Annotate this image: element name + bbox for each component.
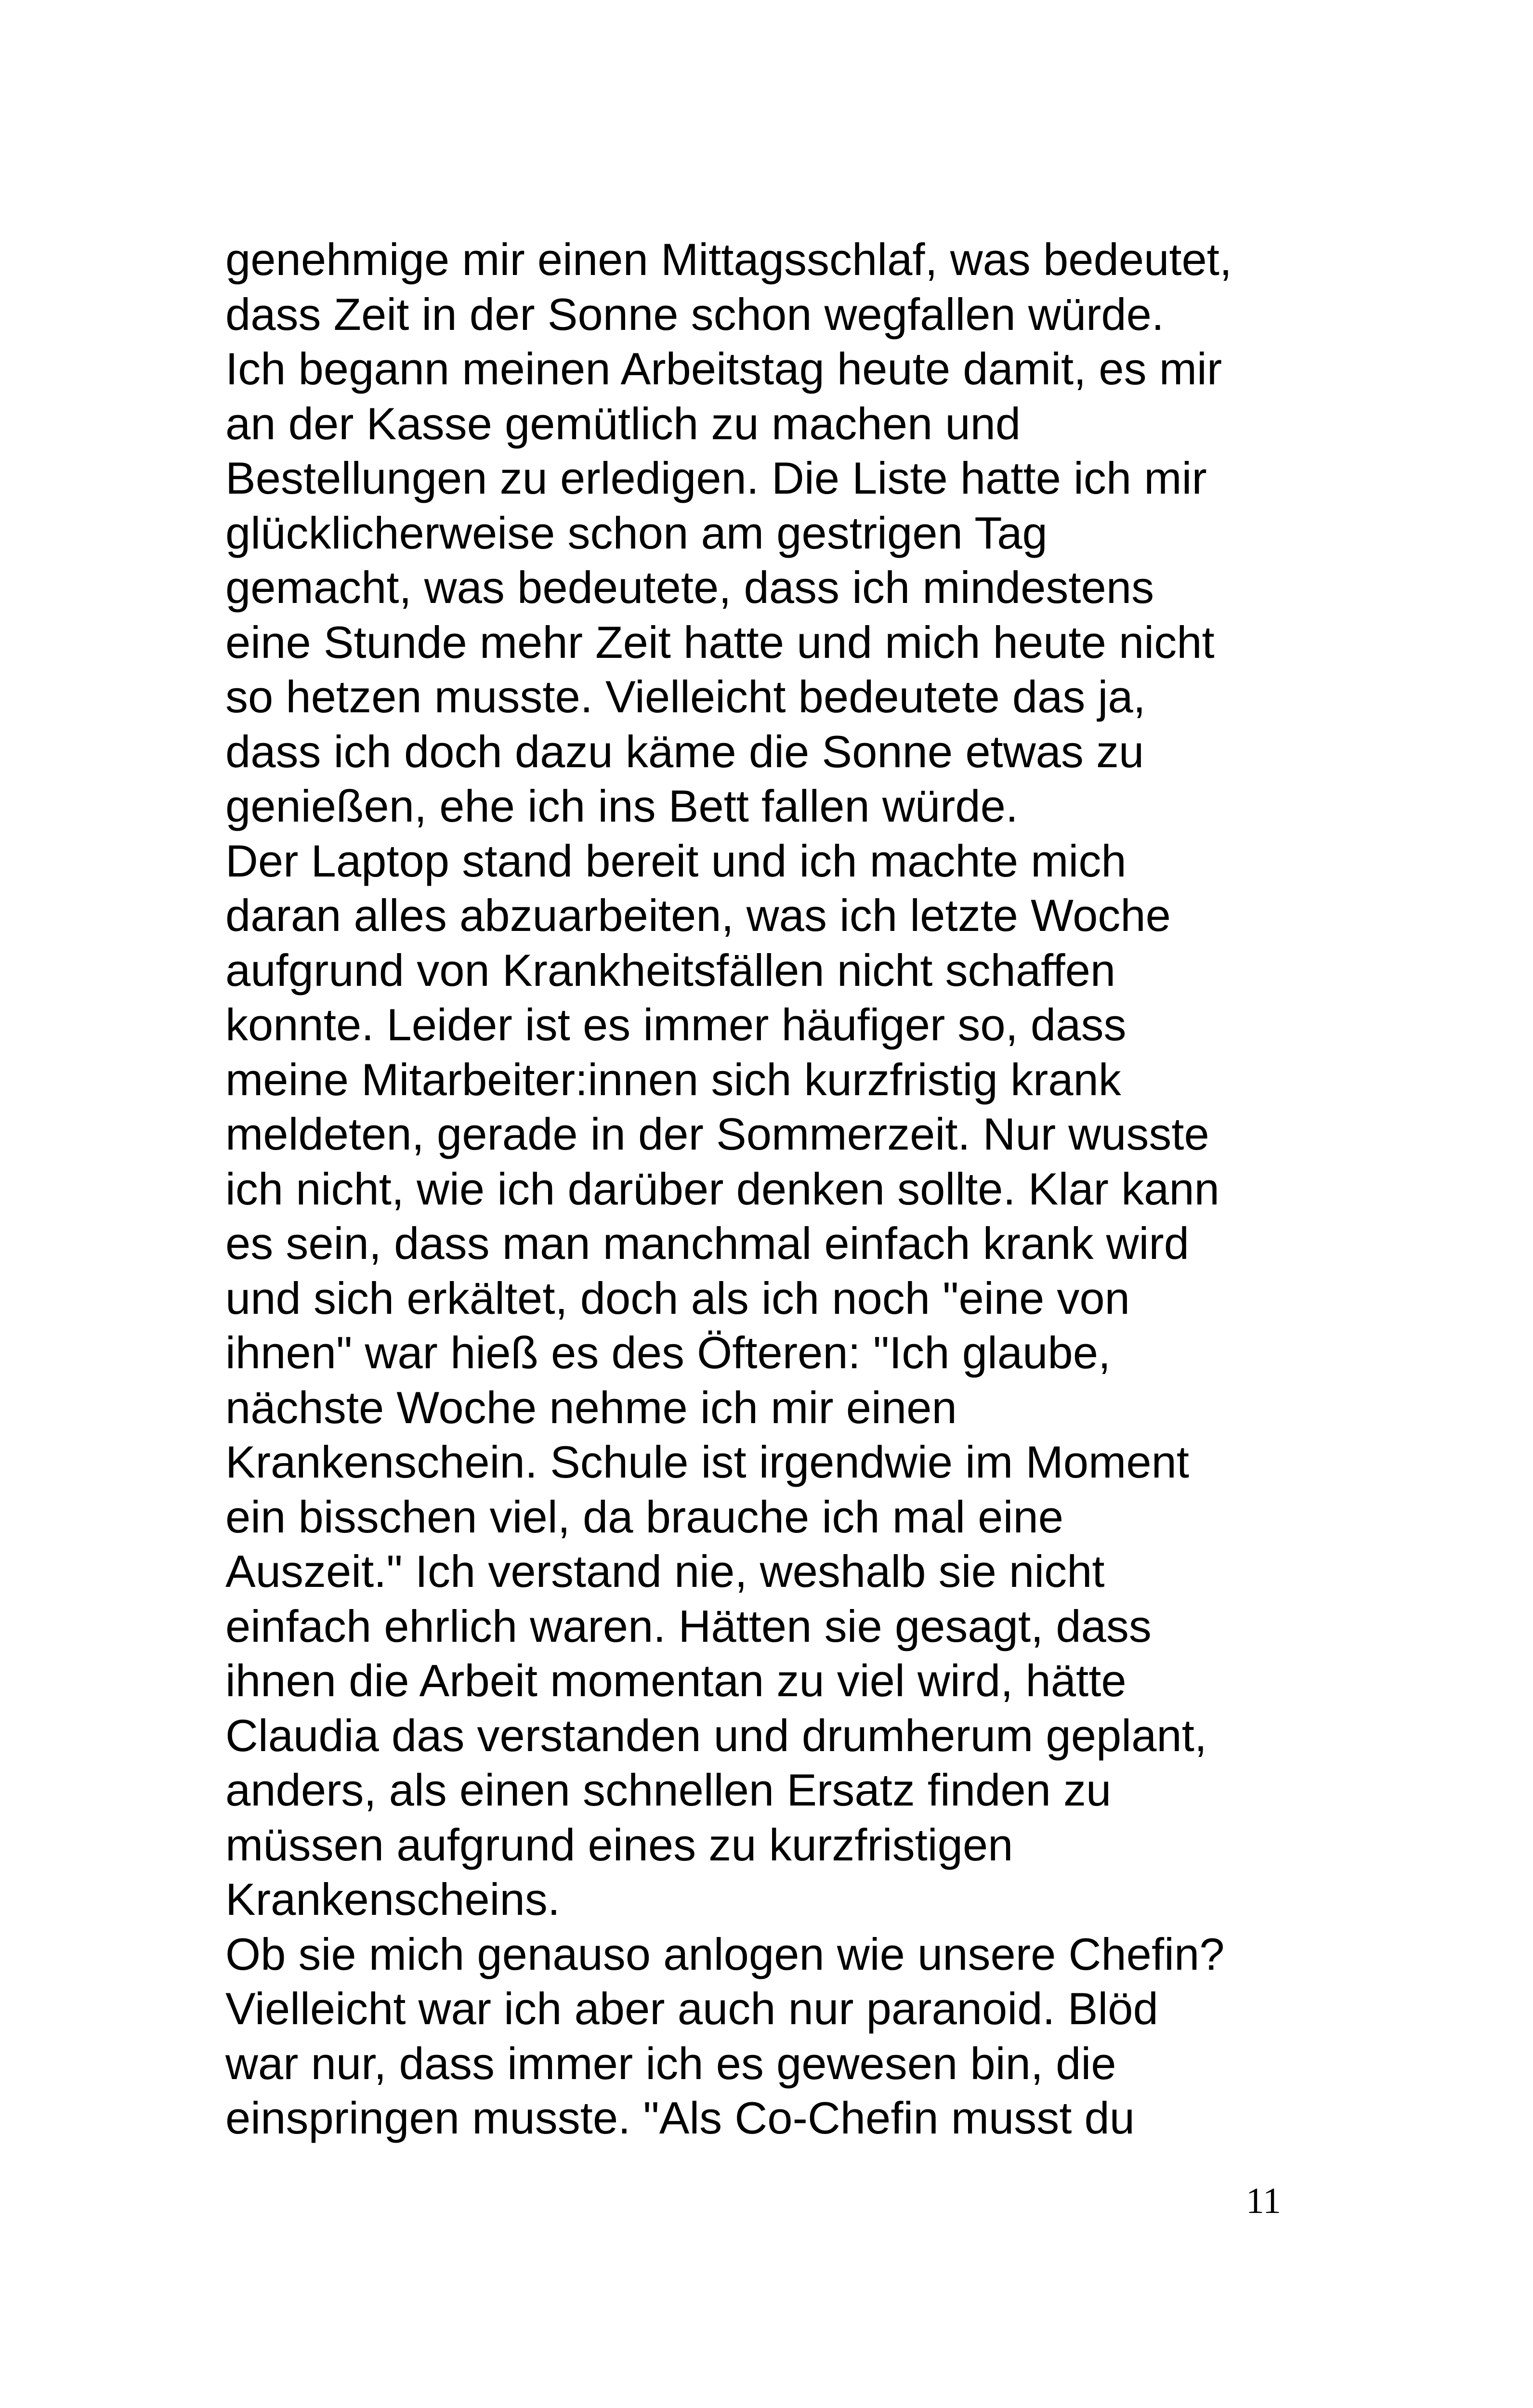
text-line: konnte. Leider ist es immer häufiger so, dass <box>225 999 1127 1050</box>
text-line: müssen aufgrund eines zu kurzfristigen <box>225 1819 1013 1870</box>
text-line: dass ich doch dazu käme die Sonne etwas zu <box>225 726 1144 777</box>
text-line: aufgrund von Krankheitsfällen nicht schaffen <box>225 944 1116 995</box>
text-line: ihnen" war hieß es des Öfteren: "Ich glaube, <box>225 1327 1111 1378</box>
text-line: Der Laptop stand bereit und ich machte mich <box>225 835 1127 886</box>
text-line: einfach ehrlich waren. Hätten sie gesagt, dass <box>225 1600 1152 1651</box>
text-line: so hetzen musste. Vielleicht bedeutete das ja, <box>225 671 1146 722</box>
body-text <box>225 232 1343 2146</box>
text-line: anders, als einen schnellen Ersatz finden zu <box>225 1765 1112 1815</box>
text-line: war nur, dass immer ich es gewesen bin, die <box>225 2038 1116 2089</box>
text-line: eine Stunde mehr Zeit hatte und mich heute nicht <box>225 616 1215 667</box>
text-line: dass Zeit in der Sonne schon wegfallen würde. <box>225 288 1165 340</box>
text-line: Ich begann meinen Arbeitstag heute damit, es mir <box>225 343 1222 394</box>
text-line: Bestellungen zu erledigen. Die Liste hatte ich mir <box>225 453 1207 503</box>
text-line: meine Mitarbeiter:innen sich kurzfristig krank <box>225 1054 1121 1105</box>
text-line: an der Kasse gemütlich zu machen und <box>225 398 1021 449</box>
text-line: ich nicht, wie ich darüber denken sollte. Klar kann <box>225 1163 1219 1214</box>
text-line: ein bisschen viel, da brauche ich mal eine <box>225 1491 1064 1542</box>
text-line: glücklicherweise schon am gestrigen Tag <box>225 507 1048 558</box>
text-line: Claudia das verstanden und drumherum geplant, <box>225 1710 1207 1761</box>
text-line: einspringen musste. "Als Co-Chefin musst du <box>225 2093 1135 2143</box>
text-line: genießen, ehe ich ins Bett fallen würde. <box>225 781 1019 831</box>
text-line: Ob sie mich genauso anlogen wie unsere Chefin? <box>225 1928 1225 1979</box>
text-line: gemacht, was bedeutete, dass ich mindestens <box>225 562 1154 613</box>
text-line: nächste Woche nehme ich mir einen <box>225 1382 957 1433</box>
text-line: Krankenscheins. <box>225 1874 560 1924</box>
text-line: es sein, dass man manchmal einfach krank wird <box>225 1218 1189 1269</box>
text-line: und sich erkältet, doch als ich noch "eine von <box>225 1272 1130 1323</box>
text-line: genehmige mir einen Mittagsschlaf, was bedeutet, <box>225 234 1232 285</box>
text-line: Auszeit." Ich verstand nie, weshalb sie nicht <box>225 1546 1105 1597</box>
text-line: daran alles abzuarbeiten, was ich letzte Woche <box>225 890 1171 941</box>
text-line: Vielleicht war ich aber auch nur paranoid. Blöd <box>225 1983 1158 2034</box>
text-line: Krankenschein. Schule ist irgendwie im Moment <box>225 1437 1190 1487</box>
text-line: meldeten, gerade in der Sommerzeit. Nur wusste <box>225 1109 1209 1159</box>
text-line: ihnen die Arbeit momentan zu viel wird, hätte <box>225 1655 1127 1706</box>
page-number: 11 <box>1245 2181 1281 2221</box>
